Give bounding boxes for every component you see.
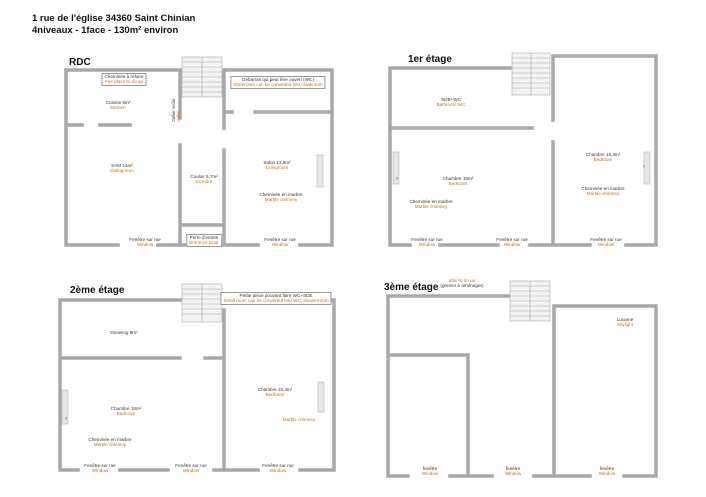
sdb-en: Bathroom WC: [436, 102, 466, 108]
window-1-en: Window: [136, 242, 154, 248]
dressing-fr: Dressing 6m²: [110, 330, 138, 335]
e2-chambre1-en: Bedroom: [116, 411, 136, 417]
e2-chambre1-fr: Chambre 18m²: [110, 406, 142, 411]
size-line: 4niveaux - 1face - 130m² environ: [32, 25, 179, 36]
marbre-fr: Cheminée en marbre: [259, 192, 303, 197]
window-2-fr: Fenêtre sur rue: [264, 237, 296, 242]
couloir-en: Corridor: [195, 179, 213, 185]
e1-window2-en: Window: [503, 242, 521, 248]
porte-en: Entrance Door: [189, 240, 219, 246]
e1-chambre1-en: Bedroom: [448, 181, 468, 187]
e2-note-fr: Petite pièce pouvant faire WC+SDE: [239, 293, 313, 298]
e1-chambre1-fr: Chambre 18m²: [442, 176, 474, 181]
cheminee-en: Fire place to do up: [104, 79, 144, 85]
e1-arrow-left-icon: ›: [396, 176, 398, 182]
sdb-fr: SDB+WC: [441, 97, 461, 102]
attic-fr: (grenier à aménager): [440, 283, 484, 289]
address-line: 1 rue de l'église 34360 Saint Chinian: [32, 13, 196, 24]
e2-marbre2-en: Marble chimney: [282, 417, 316, 422]
etage3-title: 3ème étage: [384, 282, 439, 293]
window-1-fr: Fenêtre sur rue: [129, 237, 161, 242]
e1-marbre2-en: Marble chimney: [586, 191, 620, 197]
e3-window3-label: [599, 466, 615, 477]
e1-window3-fr: Fenêtre sur rue: [590, 237, 622, 242]
e2-arrow-icon: ›: [65, 416, 67, 422]
e1-arrow-right-icon: ‹: [643, 164, 645, 170]
e3-window2-label: [505, 466, 521, 477]
cellier-fr: Cellier voûté: [171, 98, 176, 122]
e1-marbre2-fr: Cheminée en marbre: [581, 186, 625, 191]
e3-window3-en: Window: [598, 471, 616, 477]
salon-en: Livingroom: [265, 165, 289, 171]
e1-marbre1-fr: Cheminée en marbre: [409, 199, 453, 204]
debarras-en: Storeroom can be converted into cloakroom: [233, 82, 323, 88]
etage2-title: 2ème étage: [70, 285, 125, 296]
e1-window2-fr: Fenêtre sur rue: [496, 237, 528, 242]
lucarne-label: [617, 317, 634, 328]
e3-window2-fr: fenêtre: [505, 466, 521, 471]
e3-window1-label: [422, 466, 438, 477]
window-2-en: Window: [271, 242, 289, 248]
sam-en: Diningroom: [110, 168, 134, 174]
porte-fr: Porte d'entrée: [189, 235, 219, 240]
e2-window1-en: Window: [91, 468, 109, 474]
debarras-fr: Débarras qui peut être ouvert (WC): [242, 77, 314, 82]
cheminee-fr: Cheminée à refaire: [104, 74, 144, 79]
e2-window2-fr: Fenêtre sur rue: [175, 463, 207, 468]
etage1-title: 1er étage: [408, 54, 452, 65]
cuisine-fr: Cuisine 9m²: [105, 100, 131, 105]
e3-window1-fr: fenêtre: [422, 466, 438, 471]
lucarne-en: Skylight: [616, 322, 634, 328]
cuisine-en: Kitchen: [110, 105, 126, 111]
attic-label: [440, 278, 483, 289]
lucarne-fr: Lucarne: [616, 317, 634, 322]
e1-chambre2-fr: Chambre 15,4m²: [585, 152, 621, 157]
e1-chambre2-en: Bedroom: [593, 157, 613, 163]
e1-marbre1-en: Marble chimney: [414, 204, 448, 210]
e1-window3-en: Window: [597, 242, 615, 248]
e2-chambre2-en: Bedroom: [265, 392, 285, 398]
e3-window1-en: Window: [421, 471, 439, 477]
e2-window3-fr: Fenêtre sur rue: [262, 463, 294, 468]
sam-fr: SAM 14m²: [111, 163, 133, 168]
e1-window1-en: Window: [418, 242, 436, 248]
e2-window3-en: Window: [269, 468, 287, 474]
rdc-title: RDC: [69, 57, 91, 68]
e3-window3-fr: fenêtre: [599, 466, 615, 471]
e2-window2-en: Window: [182, 468, 200, 474]
e2-marbre1-fr: Cheminée en marbre: [88, 437, 132, 442]
e2-note-en: Small room can be converted into WC, showerroom: [223, 298, 329, 304]
e2-marbre1-en: Marble chimney: [93, 442, 127, 448]
salon-fr: Salon 13,5m²: [263, 160, 291, 165]
e1-window1-fr: Fenêtre sur rue: [411, 237, 443, 242]
couloir-fr: Couloir 5,7m²: [190, 174, 218, 179]
cellier-en: Cellar: [175, 111, 181, 122]
e2-window1-fr: Fenêtre sur rue: [84, 463, 116, 468]
marbre-en: Marble chimney: [264, 197, 298, 203]
e2-chambre2-fr: Chambre 15,4m²: [257, 387, 293, 392]
attic-en: attic to do up: [448, 278, 476, 283]
e3-window2-en: Window: [504, 471, 522, 477]
